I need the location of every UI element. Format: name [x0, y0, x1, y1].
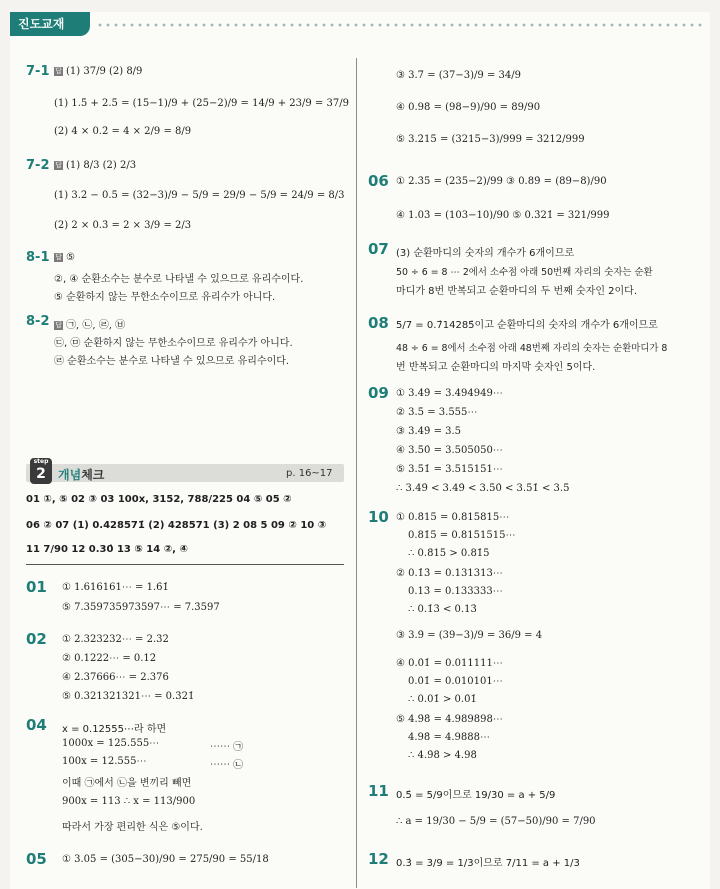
solution-line: ④ 2.37666⋯ = 2.376̇	[62, 672, 169, 683]
answer-icon: 답	[55, 321, 62, 329]
solution-line: 50 ÷ 6 = 8 ⋯ 2에서 소수점 아래 50번째 자리의 숫자는 순환	[396, 267, 653, 278]
solution-line: ∴ 3.4̇9̇ < 3.49̇ < 3.5̇0̇ < 3.5̇1̇ < 3.5̇	[396, 483, 570, 494]
step-title	[58, 466, 104, 483]
problem-number: 8-2	[26, 314, 50, 329]
question-number: 10	[368, 508, 389, 526]
solution-line: x = 0.12555⋯라 하면	[62, 724, 167, 735]
solution-line: 따라서 가장 편리한 식은 ⑤이다.	[62, 822, 203, 833]
solution-line: ㉢, ㉤ 순환하지 않는 무한소수이므로 유리수가 아니다.	[54, 338, 293, 349]
solution-line: ② 0.1222⋯ = 0.12̇	[62, 653, 157, 664]
question-number: 04	[26, 716, 47, 734]
check-answers-row-1: 01 ①, ⑤ 02 ③ 03 100x, 3152, 788/225 04 ⑤ 05 ②	[26, 494, 292, 505]
question-number: 12	[368, 850, 389, 868]
problem-number: 7-1	[26, 64, 50, 79]
solution-line: ④ 3.5̇0̇ = 3.505050⋯	[396, 445, 503, 456]
solution-line: ⑤ 4.9̇8̇ = 4.989898⋯	[396, 714, 503, 725]
question-number: 08	[368, 314, 389, 332]
solution-line: ④ 0.98̇ = (98−9)/90 = 89/90	[396, 102, 541, 113]
answer-text: (1) 37/9 (2) 8/9	[66, 66, 143, 77]
question-number: 01	[26, 578, 47, 596]
step-pages: p. 16~17	[286, 468, 333, 479]
solution-line: ① 1.616161⋯ = 1.6̇1̇	[62, 582, 169, 593]
solution-line: 0.13̇ = 0.133333⋯	[408, 586, 503, 597]
solution-line: ③ 3.7̇ = (37−3)/9 = 34/9	[396, 70, 521, 81]
step-title-a: 개념	[58, 468, 82, 482]
solution-line: ⑤ 3.5̇1̇ = 3.515151⋯	[396, 464, 503, 475]
answer-icon: 답	[55, 161, 62, 169]
question-number: 11	[368, 782, 389, 800]
solution-line: 0.0̇1̇ = 0.010101⋯	[408, 676, 503, 687]
problem-number: 8-1	[26, 250, 50, 265]
solution-line: 100x = 12.555⋯	[62, 756, 147, 767]
check-answers-row-2: 06 ② 07 (1) 0.428571̇ (2) 428571 (3) 2 08 5 09 ② 10 ③	[26, 520, 327, 531]
solution-line: ② 3.5̇ = 3.555⋯	[396, 407, 478, 418]
solution-line: ① 2.3̇5̇ = (235−2)/99 ③ 0.89̇ = (89−8)/90	[396, 176, 607, 187]
solution-line: ∴ 0.1̇3̇ < 0.13̇	[408, 604, 477, 615]
solution-line: ∴ 4.9̇8̇ > 4.98̇	[408, 750, 477, 761]
answer-line	[54, 252, 75, 263]
solution-line: ① 0.8̇15̇ = 0.815815⋯	[396, 512, 510, 523]
solution-line: 1000x = 125.555⋯	[62, 738, 160, 749]
solution-line: ④ 1.03̇ = (103−10)/90 ⑤ 0.3̇21̇ = 321/999	[396, 210, 610, 221]
solution-line: 900x = 113 ∴ x = 113/900	[62, 796, 196, 807]
solution-line: 이때 ㉠에서 ㉡을 변끼리 빼면	[62, 778, 192, 789]
solution-line: (1) 1.5̇ + 2.5̇ = (15−1)/9 + (25−2)/9 = 14/9 + 23/9 = 37/9	[54, 98, 349, 109]
solution-line: 0.81̇5̇ = 0.8151515⋯	[408, 530, 516, 541]
solution-line: ⑤ 7.359735973597⋯ = 7.3̇597̇	[62, 602, 220, 613]
solution-line: ③ 3.49̇ = 3.5	[396, 426, 462, 437]
solution-line: 마디가 8번 반복되고 순환마디의 두 번째 숫자인 2이다.	[396, 286, 638, 297]
solution-line: ∴ 0.01̇ > 0.0̇1̇	[408, 694, 477, 705]
solution-line: (3) 순환마디의 숫자의 개수가 6개이므로	[396, 248, 575, 259]
page	[10, 12, 710, 889]
solution-line: ① 3.4̇9̇ = 3.494949⋯	[396, 388, 503, 399]
solution-line: ⑤ 3.2̇15̇ = (3215−3)/999 = 3212/999	[396, 134, 585, 145]
answer-line	[54, 66, 142, 77]
answer-line	[54, 316, 125, 331]
solution-line: 0.3̇ = 3/9 = 1/3이므로 7/11 = a + 1/3	[396, 858, 580, 869]
dotted-header-rule	[96, 23, 704, 27]
problem-number: 7-2	[26, 158, 50, 173]
solution-line: 번 반복되고 순환마디의 마지막 숫자인 5이다.	[396, 362, 596, 373]
question-number: 09	[368, 384, 389, 402]
question-number: 05	[26, 850, 47, 868]
solution-line: 0.5̇ = 5/9이므로 19/30 = a + 5/9	[396, 790, 556, 801]
equation-marker: ⋯⋯ ㉠	[210, 742, 244, 753]
solution-line: 4.98̇ = 4.9888⋯	[408, 732, 490, 743]
solution-line: (1) 3.2̇ − 0.5̇ = (32−3)/9 − 5/9 = 29/9 − 5/9 = 24/9 = 8/3	[54, 190, 345, 201]
answer-text: (1) 8/3 (2) 2/3	[66, 160, 137, 171]
question-number: 06	[368, 172, 389, 190]
solution-line: ① 2.323232⋯ = 2.3̇2̇	[62, 634, 169, 645]
step-label: step	[33, 458, 49, 465]
equation-marker: ⋯⋯ ㉡	[210, 760, 244, 771]
solution-line: ②, ④ 순환소수는 분수로 나타낼 수 있으므로 유리수이다.	[54, 274, 304, 285]
solution-line: ④ 0.0̇1̇ = 0.011111⋯	[396, 658, 503, 669]
solution-line: ① 3.05̇ = (305−30)/90 = 275/90 = 55/18	[62, 854, 269, 865]
solution-line: ∴ a = 19/30 − 5/9 = (57−50)/90 = 7/90	[396, 816, 596, 827]
solution-line: (2) 4 × 0.2̇ = 4 × 2/9 = 8/9	[54, 126, 192, 137]
solution-line: ⑤ 0.321321321⋯ = 0.3̇21̇	[62, 691, 195, 702]
answer-line	[54, 160, 136, 171]
solution-line: ㉣ 순환소수는 분수로 나타낼 수 있으므로 유리수이다.	[54, 356, 290, 367]
section-rule	[26, 564, 344, 565]
column-divider	[356, 58, 357, 888]
solution-line: ∴ 0.8̇15̇ > 0.81̇5̇	[408, 548, 490, 559]
solution-line: ⑤ 순환하지 않는 무한소수이므로 유리수가 아니다.	[54, 292, 276, 303]
solution-line: (2) 2 × 0.3̇ = 2 × 3/9 = 2/3	[54, 220, 192, 231]
answer-icon: 답	[55, 253, 62, 261]
question-number: 07	[368, 240, 389, 258]
solution-line: 5/7 = 0.7̇14285̇이고 순환마디의 숫자의 개수가 6개이므로	[396, 320, 658, 331]
step-badge	[30, 458, 52, 484]
answer-icon: 답	[55, 67, 62, 75]
step-title-b: 체크	[81, 468, 105, 482]
solution-line: 48 ÷ 6 = 8에서 소수점 아래 48번째 자리의 숫자는 순환마디가 8	[396, 343, 668, 354]
question-number: 02	[26, 630, 47, 648]
step-number: 2	[36, 466, 46, 482]
section-tab: 진도교재	[10, 12, 90, 36]
answer-text: ⑤	[66, 252, 75, 263]
answer-text: ㉠, ㉡, ㉣, ㉥	[66, 320, 126, 331]
solution-line: ③ 3.9̇ = (39−3)/9 = 36/9 = 4	[396, 630, 543, 641]
check-answers-row-3: 11 7/90 12 0.30̇ 13 ⑤ 14 ②, ④	[26, 544, 188, 555]
solution-line: ② 0.1̇3̇ = 0.131313⋯	[396, 568, 503, 579]
